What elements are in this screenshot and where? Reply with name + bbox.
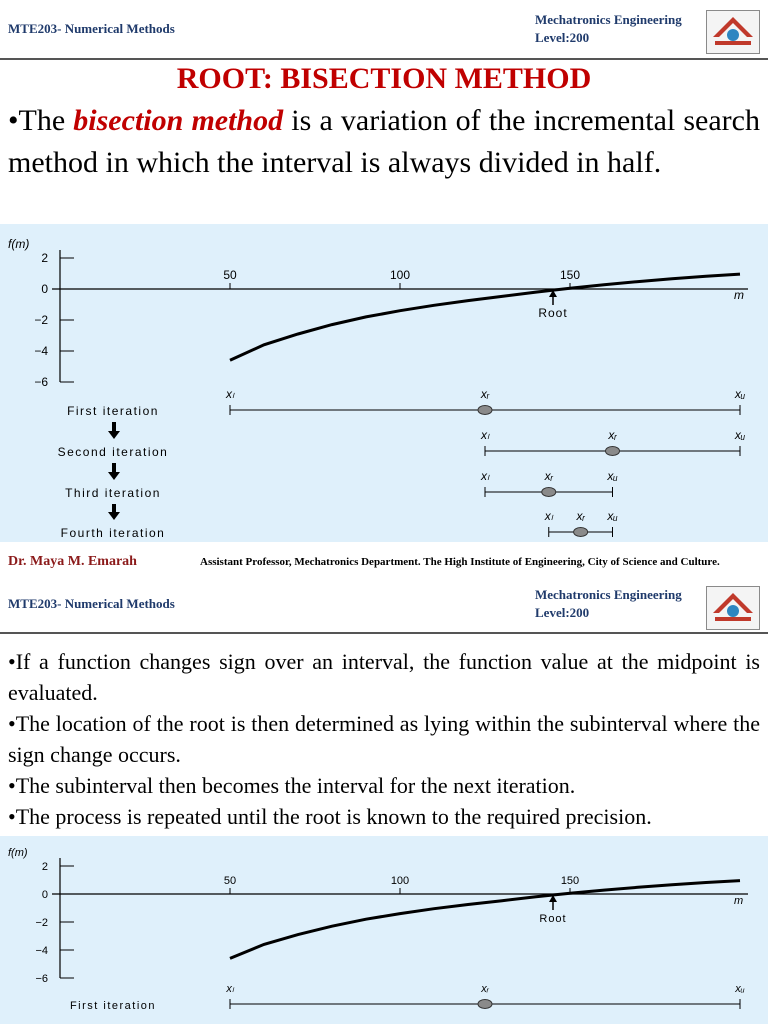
x-tick-label: 50 [223,268,237,282]
xu-label: xᵤ [735,983,745,995]
x-tick-label: 150 [560,875,580,887]
x-axis-label: m [734,895,744,907]
y-tick-label: 0 [41,282,48,296]
slide-footer [0,544,768,582]
x-tick-label: 50 [223,875,237,887]
bullet-item: •The subinterval then becomes the interval for the next iteration. [8,773,576,798]
midpoint-marker [542,488,556,497]
department-level [535,586,682,622]
iteration-arrowhead [108,512,120,520]
course-title: MTE203- Numerical Methods [8,21,175,36]
author-affiliation: Assistant Professor, Mechatronics Department. The High Institute of Engineering, City of Science and Culture. [200,556,720,568]
header-rule [0,632,768,634]
iteration-arrowhead [108,472,120,480]
intro-text-end: is a variation of the incremental search method in which the interval is always divided in half. [8,104,760,179]
y-axis-label: f(m) [8,237,30,251]
author-name: Dr. Maya M. Emarah [8,554,137,569]
bisection-chart [0,224,768,542]
xu-label: xᵤ [607,469,618,483]
xu-label: xᵤ [734,387,746,401]
x-axis-label: m [734,288,744,302]
iteration-label: First iteration [67,404,159,418]
y-tick-label: 2 [41,861,48,873]
y-tick-label: −4 [34,344,48,358]
x-tick-label: 100 [389,268,411,282]
midpoint-marker [606,447,620,456]
header-rule [0,58,768,60]
slide-2 [0,582,768,1024]
xl-label: xₗ [481,428,489,442]
course-title: MTE203- Numerical Methods [8,596,175,611]
iteration-label: Third iteration [65,486,161,500]
bullet-list [8,646,760,832]
y-axis-label: f(m) [8,847,28,859]
midpoint-marker [478,1000,492,1009]
iteration-label: First iteration [69,1000,157,1012]
department-level [535,11,682,47]
y-tick-label: 2 [41,251,48,265]
function-curve [230,274,740,360]
bisection-figure [0,224,768,542]
xu-label: xᵤ [734,428,746,442]
bisection-figure [0,836,768,1024]
xu-label: xᵤ [607,509,618,523]
bisection-method-term: bisection method [73,104,284,137]
midpoint-marker [478,406,492,415]
bullet-item: •The location of the root is then determined as lying within the subinterval where the sign change occurs. [8,711,760,767]
slide-title: ROOT: BISECTION METHOD [176,62,592,95]
department-name: Mechatronics Engineering [535,587,682,602]
root-label: Root [538,306,568,320]
x-tick-label: 100 [390,875,410,887]
institute-logo [706,10,760,54]
xr-label: xᵣ [481,983,489,995]
bullet-item: •The process is repeated until the root is known to the required precision. [8,804,652,829]
xl-label: xₗ [481,469,489,483]
function-curve [230,881,740,959]
y-tick-label: −6 [35,973,48,985]
intro-text-start: •The [8,104,74,137]
root-label: Root [539,913,567,925]
y-tick-label: 0 [41,889,48,901]
xr-label: xᵣ [576,509,585,523]
iteration-label: Second iteration [57,445,169,459]
y-tick-label: −2 [34,313,48,327]
xl-label: xₗ [544,509,553,523]
xl-label: xₗ [226,387,234,401]
department-name: Mechatronics Engineering [535,12,682,27]
institute-logo [706,586,760,630]
xr-label: xᵣ [480,387,490,401]
intro-paragraph [8,100,760,184]
midpoint-marker [574,528,588,537]
bisection-chart [0,836,768,1024]
x-tick-label: 150 [559,268,581,282]
iteration-arrowhead [108,431,120,439]
xr-label: xᵣ [608,428,617,442]
xr-label: xᵣ [544,469,553,483]
bullet-item: •If a function changes sign over an interval, the function value at the midpoint is evaluated. [8,649,760,705]
level-label: Level:200 [535,605,590,620]
y-tick-label: −6 [34,375,48,389]
y-tick-label: −2 [35,917,48,929]
level-label: Level:200 [535,30,590,45]
iteration-label: Fourth iteration [60,526,166,540]
xl-label: xₗ [226,983,234,995]
y-tick-label: −4 [35,945,48,957]
